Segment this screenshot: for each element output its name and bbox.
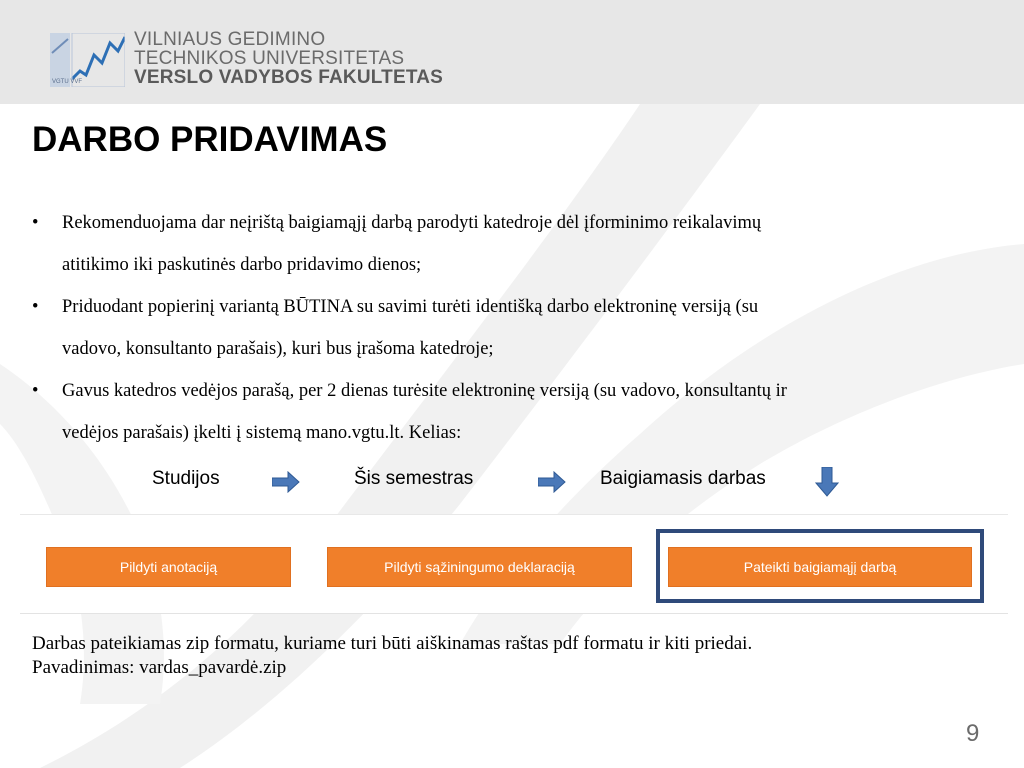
path-step-baigiamasis: Baigiamasis darbas [600, 468, 766, 489]
slide-title: DARBO PRIDAVIMAS [32, 120, 388, 159]
institution-line-2: TECHNIKOS UNIVERSITETAS [134, 48, 405, 69]
submission-note [32, 632, 752, 680]
highlight-frame [656, 529, 984, 603]
bullet-symbol: • [32, 213, 39, 233]
note-line: Darbas pateikiamas zip formatu, kuriame turi būti aiškinamas raštas pdf formatu ir kiti priedai. [32, 633, 753, 654]
path-step-studijos: Studijos [152, 468, 220, 489]
institution-name [134, 30, 443, 87]
bullet-line: vedėjos parašais) įkelti į sistemą mano.vgtu.lt. Kelias: [62, 423, 462, 443]
bullet-symbol: • [32, 297, 39, 317]
fill-annotation-button[interactable]: Pildyti anotaciją [46, 547, 291, 587]
page-number: 9 [966, 720, 980, 747]
bullet-line: Rekomenduojama dar neįrištą baigiamąjį darbą parodyti katedroje dėl įforminimo reikalavimų [62, 213, 762, 233]
bullet-list [32, 202, 1002, 454]
bullet-symbol: • [32, 381, 39, 401]
bullet-item [32, 370, 1002, 454]
bullet-line: Gavus katedros vedėjos parašą, per 2 dienas turėsite elektroninę versiją (su vadovo, konsultantų ir [62, 381, 787, 401]
bullet-item [32, 202, 1002, 286]
institution-line-1: VILNIAUS GEDIMINO [134, 29, 326, 50]
bullet-line: Priduodant popierinį variantą BŪTINA su savimi turėti identišką darbo elektroninę versiją (su [62, 297, 759, 317]
path-step-semestras: Šis semestras [354, 468, 474, 489]
faculty-name: VERSLO VADYBOS FAKULTETAS [134, 67, 444, 88]
bullet-line: vadovo, konsultanto parašais), kuri bus įrašoma katedroje; [62, 339, 494, 359]
university-logo-icon [50, 33, 125, 87]
arrow-down-icon [815, 467, 839, 497]
note-line: Pavadinimas: vardas_pavardė.zip [32, 657, 287, 678]
submit-thesis-button[interactable]: Pateikti baigiamąjį darbą [668, 547, 972, 587]
header-bar [0, 0, 1024, 104]
bullet-item [32, 286, 1002, 370]
bullet-line: atitikimo iki paskutinės darbo pridavimo dienos; [62, 255, 422, 275]
arrow-right-icon [272, 471, 300, 493]
fill-declaration-button[interactable]: Pildyti sąžiningumo deklaraciją [327, 547, 632, 587]
arrow-right-icon [538, 471, 566, 493]
logo-caption: VGTU VVF [52, 79, 83, 85]
